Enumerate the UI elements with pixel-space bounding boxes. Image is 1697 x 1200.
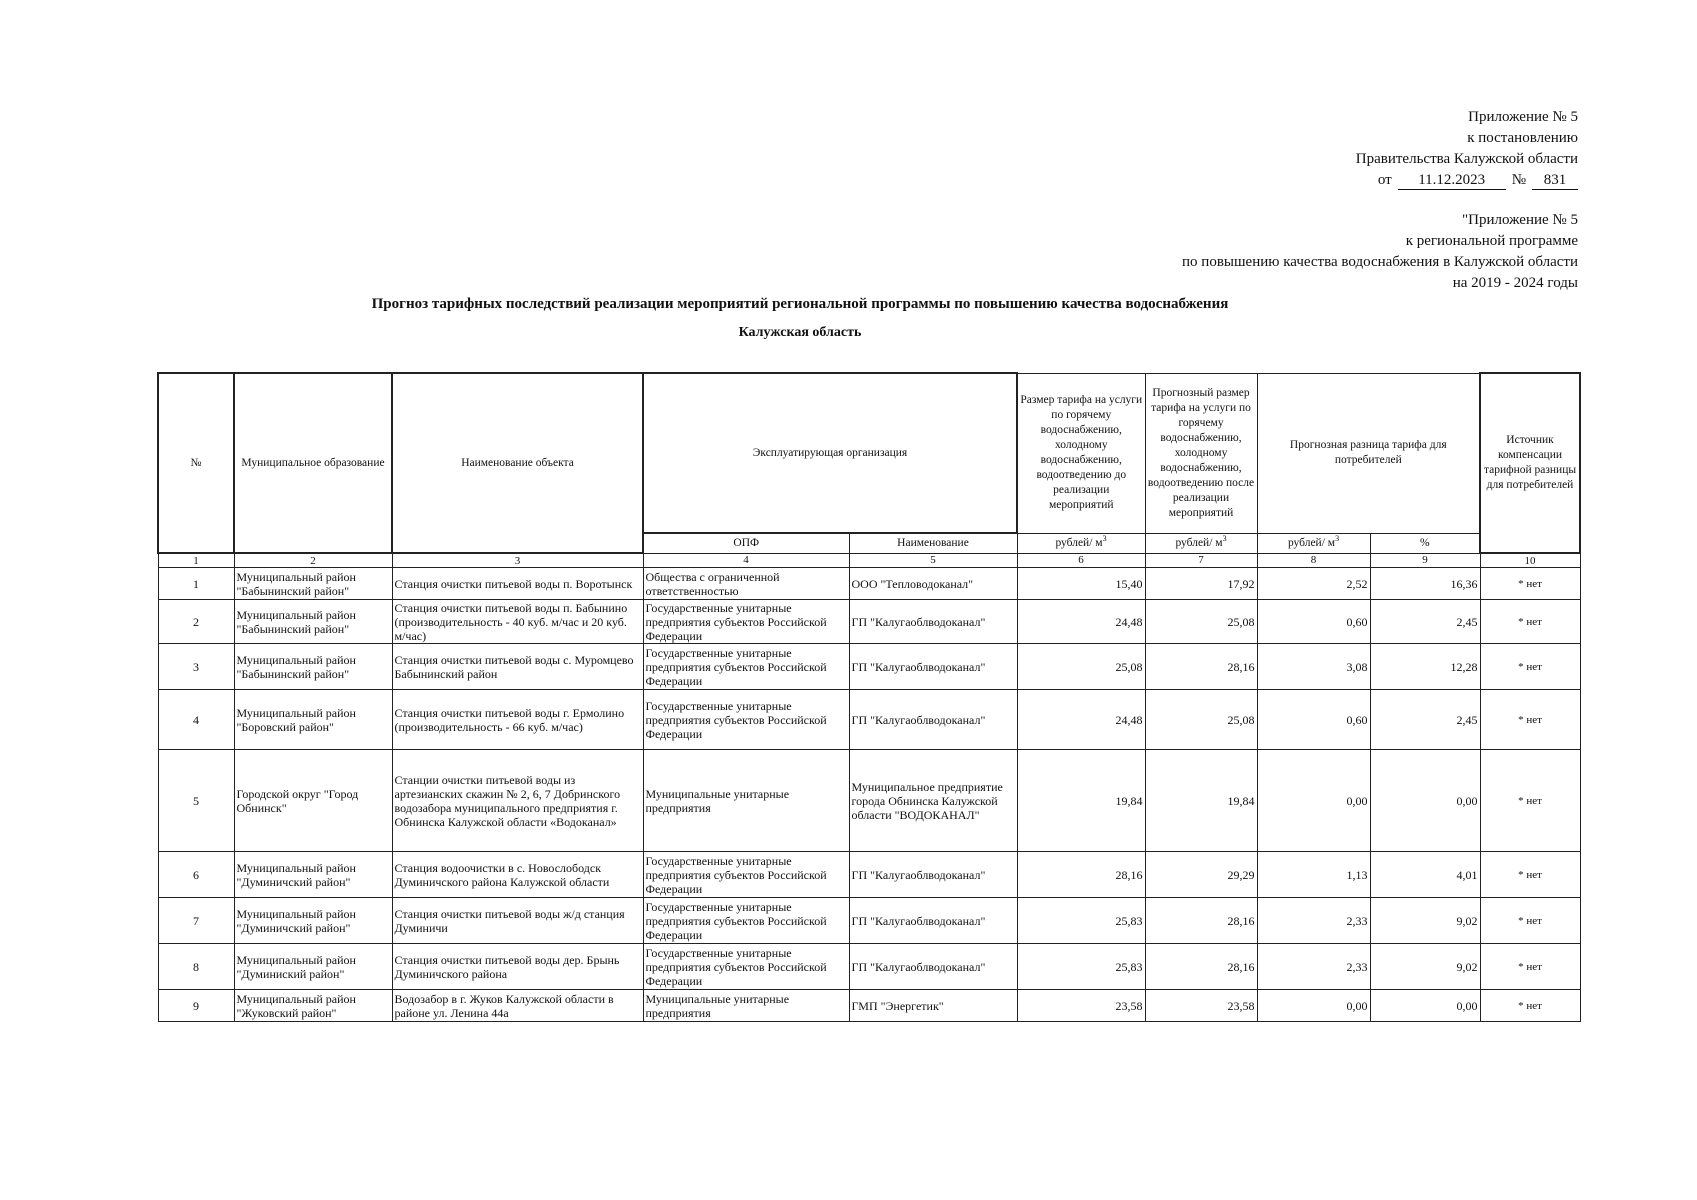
difference-cell: 1,13 <box>1257 852 1370 898</box>
organization-cell: Муниципальное предприятие города Обнинска Калужской области "ВОДОКАНАЛ" <box>849 750 1017 852</box>
tariff-after-cell: 25,08 <box>1145 690 1257 750</box>
municipality-cell: Муниципальный район "Бабынинский район" <box>234 600 392 644</box>
subheader-unit-after <box>1145 533 1257 553</box>
opf-cell: Государственные унитарные предприятия субъектов Российской Федерации <box>643 690 849 750</box>
difference-cell: 0,60 <box>1257 600 1370 644</box>
row-number: 7 <box>158 898 234 944</box>
tariff-after-cell: 29,29 <box>1145 852 1257 898</box>
unit-label: рублей/ м <box>1055 536 1103 549</box>
tariff-before-cell: 24,48 <box>1017 690 1145 750</box>
number-prefix: № <box>1511 172 1526 188</box>
object-cell: Станция очистки питьевой воды п. Воротынск <box>392 568 643 600</box>
table-row <box>158 944 1580 990</box>
object-cell: Станция очистки питьевой воды с. Муромцево Бабынинский район <box>392 644 643 690</box>
percent-cell: 16,36 <box>1370 568 1480 600</box>
unit-superscript: 3 <box>1335 533 1340 543</box>
document-title: Прогноз тарифных последствий реализации мероприятий региональной программы по повышению качества водоснабжения <box>371 296 1229 312</box>
tariff-before-cell: 24,48 <box>1017 600 1145 644</box>
unit-label: рублей/ м <box>1287 536 1336 549</box>
row-number: 1 <box>158 568 234 600</box>
header-tariff-before: Размер тарифа на услуги по горячему водоснабжению, холодному водоснабжению, водоотведению до реализации мероприятий <box>1017 373 1145 533</box>
difference-cell: 2,33 <box>1257 898 1370 944</box>
organization-cell: ГП "Калугаоблводоканал" <box>849 644 1017 690</box>
row-number: 9 <box>158 990 234 1022</box>
object-cell: Станция очистки питьевой воды ж/д станция Думиничи <box>392 898 643 944</box>
subheader-percent: % <box>1370 533 1480 553</box>
compensation-cell: * нет <box>1480 990 1580 1022</box>
tariff-before-cell: 23,58 <box>1017 990 1145 1022</box>
table-row <box>158 690 1580 750</box>
tariff-before-cell: 19,84 <box>1017 750 1145 852</box>
opf-cell: Государственные унитарные предприятия субъектов Российской Федерации <box>643 898 849 944</box>
row-number: 2 <box>158 600 234 644</box>
organization-cell: ГП "Калугаоблводоканал" <box>849 944 1017 990</box>
municipality-cell: Городской округ "Город Обнинск" <box>234 750 392 852</box>
table-row <box>158 990 1580 1022</box>
tariff-after-cell: 25,08 <box>1145 600 1257 644</box>
tariff-before-cell: 25,83 <box>1017 898 1145 944</box>
appendix-header <box>1356 107 1578 191</box>
difference-cell: 0,00 <box>1257 750 1370 852</box>
column-number: 3 <box>392 553 643 568</box>
tariff-before-cell: 28,16 <box>1017 852 1145 898</box>
tariff-after-cell: 28,16 <box>1145 898 1257 944</box>
subheader-opf: ОПФ <box>643 533 849 553</box>
compensation-cell: * нет <box>1480 852 1580 898</box>
difference-cell: 0,60 <box>1257 690 1370 750</box>
tariff-before-cell: 25,83 <box>1017 944 1145 990</box>
organization-cell: ГП "Калугаоблводоканал" <box>849 852 1017 898</box>
percent-cell: 9,02 <box>1370 898 1480 944</box>
program-line-4: на 2019 - 2024 годы <box>1452 275 1578 291</box>
column-number: 2 <box>234 553 392 568</box>
unit-superscript: 3 <box>1102 533 1107 543</box>
compensation-cell: * нет <box>1480 944 1580 990</box>
object-cell: Станция очистки питьевой воды г. Ермолино (производительность - 66 куб. м/час) <box>392 690 643 750</box>
table-row <box>158 568 1580 600</box>
column-number-row <box>158 553 1580 568</box>
row-number: 6 <box>158 852 234 898</box>
object-cell: Станция очистки питьевой воды дер. Брынь Думиничского района <box>392 944 643 990</box>
difference-cell: 2,52 <box>1257 568 1370 600</box>
compensation-cell: * нет <box>1480 898 1580 944</box>
organization-cell: ГП "Калугаоблводоканал" <box>849 690 1017 750</box>
percent-cell: 4,01 <box>1370 852 1480 898</box>
column-number: 1 <box>158 553 234 568</box>
compensation-cell: * нет <box>1480 750 1580 852</box>
organization-cell: ООО "Тепловодоканал" <box>849 568 1017 600</box>
opf-cell: Государственные унитарные предприятия субъектов Российской Федерации <box>643 644 849 690</box>
date-prefix: от <box>1377 172 1392 188</box>
difference-cell: 2,33 <box>1257 944 1370 990</box>
unit-superscript: 3 <box>1222 533 1227 543</box>
opf-cell: Государственные унитарные предприятия субъектов Российской Федерации <box>643 944 849 990</box>
percent-cell: 0,00 <box>1370 750 1480 852</box>
percent-cell: 12,28 <box>1370 644 1480 690</box>
object-cell: Станция очистки питьевой воды п. Бабынино (производительность - 40 куб. м/час и 20 куб. м/час) <box>392 600 643 644</box>
municipality-cell: Муниципальный район "Думиничский район" <box>234 898 392 944</box>
order-date-number <box>1356 170 1578 191</box>
unit-label: рублей/ м <box>1175 536 1223 549</box>
header-difference: Прогнозная разница тарифа для потребителей <box>1257 373 1480 533</box>
column-number: 9 <box>1370 553 1480 568</box>
subheader-name: Наименование <box>849 533 1017 553</box>
region-subtitle: Калужская область <box>738 325 862 340</box>
header-tariff-after: Прогнозный размер тарифа на услуги по горячему водоснабжению, холодному водоснабжению, водоотведению после реализации мероприятий <box>1145 373 1257 533</box>
table-row <box>158 852 1580 898</box>
percent-cell: 9,02 <box>1370 944 1480 990</box>
opf-cell: Государственные унитарные предприятия субъектов Российской Федерации <box>643 852 849 898</box>
row-number: 4 <box>158 690 234 750</box>
tariff-after-cell: 17,92 <box>1145 568 1257 600</box>
compensation-cell: * нет <box>1480 644 1580 690</box>
municipality-cell: Муниципальный район "Бабынинский район" <box>234 644 392 690</box>
header-row <box>158 373 1580 533</box>
difference-cell: 3,08 <box>1257 644 1370 690</box>
compensation-cell: * нет <box>1480 568 1580 600</box>
subheader-unit-diff <box>1257 533 1370 553</box>
program-line-1: "Приложение № 5 <box>1462 212 1578 228</box>
opf-cell: Муниципальные унитарные предприятия <box>643 750 849 852</box>
municipality-cell: Муниципальный район "Думиниский район" <box>234 944 392 990</box>
header-municipality: Муниципальное образование <box>234 373 392 553</box>
opf-cell: Муниципальные унитарные предприятия <box>643 990 849 1022</box>
column-number: 10 <box>1480 553 1580 568</box>
row-number: 3 <box>158 644 234 690</box>
tariff-after-cell: 28,16 <box>1145 644 1257 690</box>
tariff-after-cell: 28,16 <box>1145 944 1257 990</box>
compensation-cell: * нет <box>1480 600 1580 644</box>
table-row <box>158 750 1580 852</box>
organization-cell: ГМП "Энергетик" <box>849 990 1017 1022</box>
column-number: 8 <box>1257 553 1370 568</box>
object-cell: Станции очистки питьевой воды из артезианских скажин № 2, 6, 7 Добринского водозабора муниципального предприятия г. Обнинска Калужской области «Водоканал» <box>392 750 643 852</box>
header-object: Наименование объекта <box>392 373 643 553</box>
tariff-forecast-table <box>157 372 1581 1022</box>
appendix-line-1: Приложение № 5 <box>1468 109 1578 125</box>
tariff-before-cell: 15,40 <box>1017 568 1145 600</box>
percent-cell: 2,45 <box>1370 690 1480 750</box>
table-row <box>158 600 1580 644</box>
row-number: 8 <box>158 944 234 990</box>
subheader-unit-before <box>1017 533 1145 553</box>
header-compensation: Источник компенсации тарифной разницы для потребителей <box>1480 373 1580 553</box>
program-line-3: по повышению качества водоснабжения в Калужской области <box>1182 254 1578 270</box>
municipality-cell: Муниципальный район "Думиничский район" <box>234 852 392 898</box>
organization-cell: ГП "Калугаоблводоканал" <box>849 600 1017 644</box>
percent-cell: 2,45 <box>1370 600 1480 644</box>
object-cell: Водозабор в г. Жуков Калужской области в районе ул. Ленина 44а <box>392 990 643 1022</box>
column-number: 6 <box>1017 553 1145 568</box>
organization-cell: ГП "Калугаоблводоканал" <box>849 898 1017 944</box>
header-organization: Эксплуатирующая организация <box>643 373 1017 533</box>
table-row <box>158 898 1580 944</box>
opf-cell: Общества с ограниченной ответственностью <box>643 568 849 600</box>
opf-cell: Государственные унитарные предприятия субъектов Российской Федерации <box>643 600 849 644</box>
table-row <box>158 644 1580 690</box>
municipality-cell: Муниципальный район "Бабынинский район" <box>234 568 392 600</box>
order-number: 831 <box>1532 171 1578 190</box>
header-num: № <box>158 373 234 553</box>
column-number: 4 <box>643 553 849 568</box>
municipality-cell: Муниципальный район "Жуковский район" <box>234 990 392 1022</box>
program-line-2: к региональной программе <box>1405 233 1578 249</box>
percent-cell: 0,00 <box>1370 990 1480 1022</box>
tariff-after-cell: 19,84 <box>1145 750 1257 852</box>
column-number: 5 <box>849 553 1017 568</box>
tariff-after-cell: 23,58 <box>1145 990 1257 1022</box>
municipality-cell: Муниципальный район "Боровский район" <box>234 690 392 750</box>
order-date: 11.12.2023 <box>1398 171 1506 190</box>
object-cell: Станция водоочистки в с. Новослободск Думиничского района Калужской области <box>392 852 643 898</box>
tariff-before-cell: 25,08 <box>1017 644 1145 690</box>
program-appendix-header <box>1182 210 1578 294</box>
difference-cell: 0,00 <box>1257 990 1370 1022</box>
appendix-line-3: Правительства Калужской области <box>1355 151 1578 167</box>
column-number: 7 <box>1145 553 1257 568</box>
appendix-line-2: к постановлению <box>1467 130 1578 146</box>
row-number: 5 <box>158 750 234 852</box>
compensation-cell: * нет <box>1480 690 1580 750</box>
